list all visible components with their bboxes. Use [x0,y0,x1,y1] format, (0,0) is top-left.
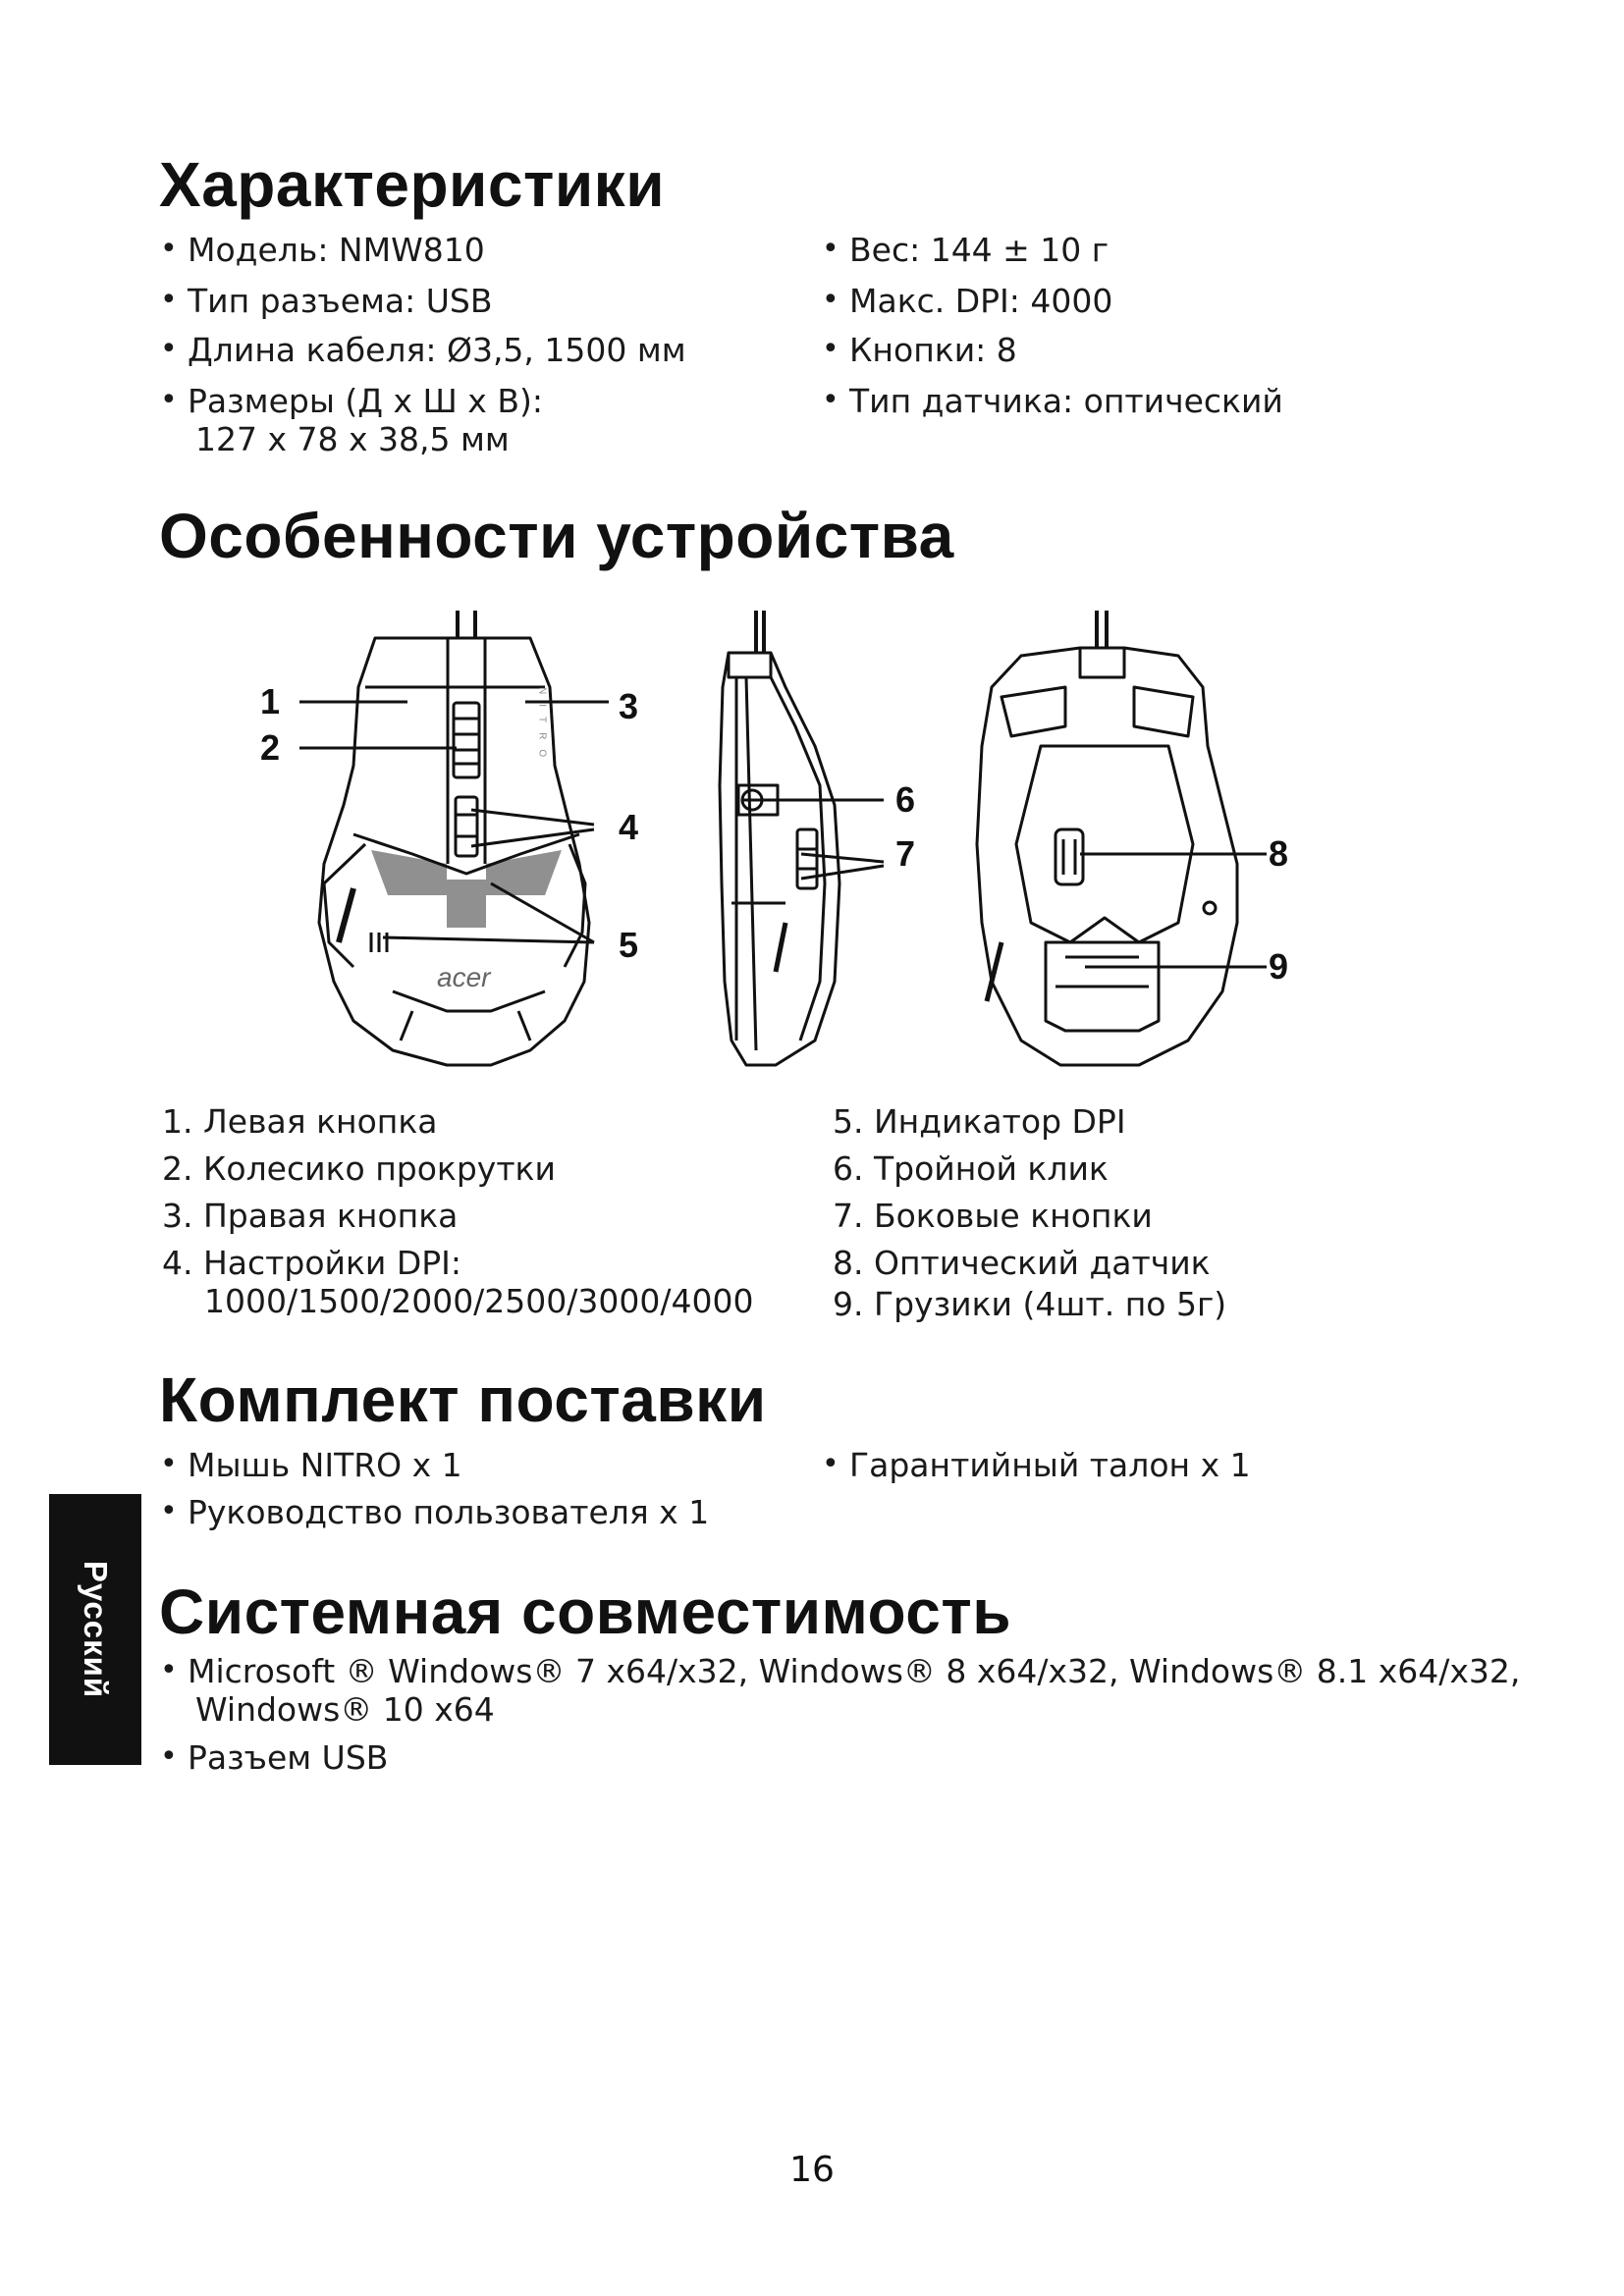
bullet-icon: • [160,1653,178,1687]
section-title-features: Особенности устройства [159,501,954,571]
legend-item: 8. Оптический датчик [833,1244,1211,1282]
mouse-top-view [319,611,589,1065]
spec-text: Модель: NMW810 [188,231,485,269]
bullet-icon: • [160,1447,178,1481]
bullet-icon: • [160,232,178,266]
spec-text: Размеры (Д x Ш x В): [188,382,543,420]
package-item [160,1493,710,1532]
package-text: Руководство пользователя x 1 [188,1493,710,1531]
package-text: Мышь NITRO x 1 [188,1446,462,1484]
legend-item: 7. Боковые кнопки [833,1197,1153,1235]
callout-numbers [260,681,1288,992]
spec-text: Длина кабеля: Ø3,5, 1500 мм [188,331,686,369]
mouse-diagram [0,0,1624,1099]
callout-1: 1 [260,681,281,721]
callout-7: 7 [895,833,916,874]
bullet-icon: • [160,1739,178,1774]
section-title-specs: Характеристики [159,149,666,220]
callout-8: 8 [1269,833,1289,874]
mouse-bottom-view [977,611,1237,1065]
bullet-icon: • [822,383,839,417]
compat-text: Разъем USB [188,1738,389,1777]
package-text: Гарантийный талон x 1 [849,1446,1251,1484]
section-title-package: Комплект поставки [159,1364,767,1435]
callout-9: 9 [1269,946,1289,987]
callout-4: 4 [619,807,639,847]
bullet-icon: • [160,283,178,317]
legend-text-continuation: 1000/1500/2000/2500/3000/4000 [204,1281,754,1320]
callout-2: 2 [260,727,281,768]
page-number: 16 [789,2150,835,2190]
legend-item: 5. Индикатор DPI [833,1102,1126,1141]
bullet-icon: • [822,232,839,266]
legend-item: 6. Тройной клик [833,1149,1109,1188]
spec-text: Тип разъема: USB [188,282,493,320]
language-tab-label: Русский [78,1560,114,1699]
bullet-icon: • [160,383,178,417]
callout-3: 3 [619,686,639,726]
language-tab [49,1494,141,1765]
spec-text: Макс. DPI: 4000 [849,282,1113,320]
spec-text-continuation: 127 x 78 x 38,5 мм [195,419,510,458]
spec-text: Тип датчика: оптический [849,382,1283,420]
acer-logo: acer [437,962,491,992]
bullet-icon: • [160,332,178,366]
compat-item [160,1738,389,1778]
section-title-compat: Системная совместимость [159,1576,1012,1647]
mouse-side-view [720,611,839,1065]
spec-text: Вес: 144 ± 10 г [849,231,1110,269]
compat-text: Microsoft ® Windows® 7 x64/x32, Windows® 8 x64/x32, Windows® 8.1 x64/x32, [188,1652,1521,1690]
spec-text: Кнопки: 8 [849,331,1017,369]
legend-item: 3. Правая кнопка [162,1197,459,1235]
bullet-icon: • [822,1447,839,1481]
callout-5: 5 [619,925,639,965]
package-item [160,1446,462,1485]
legend-item [162,1245,754,1321]
nitro-logo: NITRO [536,687,548,768]
bullet-icon: • [160,1494,178,1528]
compat-text-continuation: Windows® 10 x64 [195,1689,495,1729]
bullet-icon: • [822,332,839,366]
legend-item: 1. Левая кнопка [162,1102,438,1141]
callout-6: 6 [895,779,916,820]
legend-item: 2. Колесико прокрутки [162,1149,556,1188]
compat-item [160,1652,1521,1730]
legend-text: 4. Настройки DPI: [162,1244,461,1282]
legend-item: 9. Грузики (4шт. по 5г) [833,1285,1227,1323]
package-item [822,1446,1251,1485]
bullet-icon: • [822,283,839,317]
